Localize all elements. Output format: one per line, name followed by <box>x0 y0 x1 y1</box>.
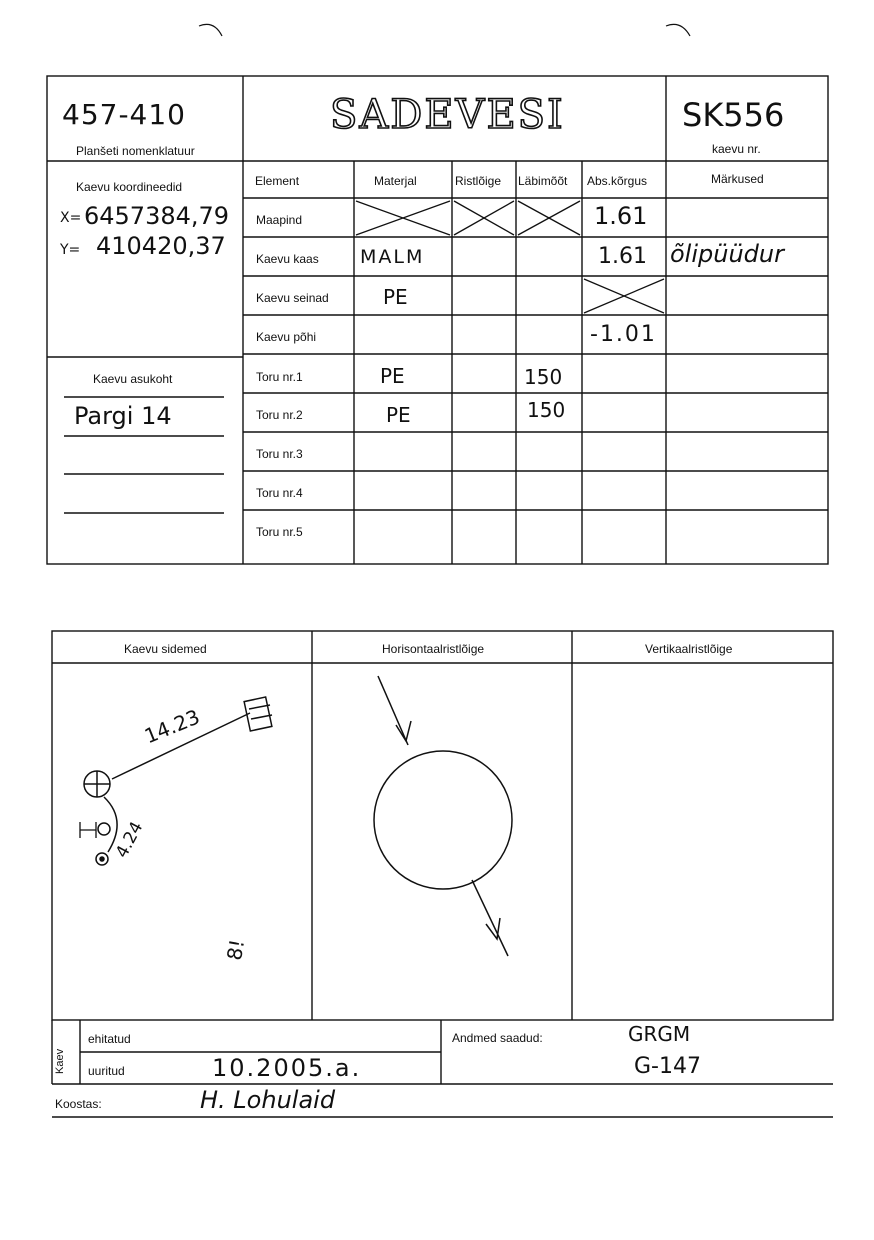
coordinates-label: Kaevu koordineedid <box>76 180 183 194</box>
x-prefix: X= <box>60 210 82 226</box>
row-element: Maapind <box>256 213 303 227</box>
col-material: Materjal <box>374 174 417 188</box>
sketch-note: 8! <box>222 937 250 963</box>
row-element: Toru nr.1 <box>256 370 303 384</box>
y-coordinate-value: 410420,37 <box>96 232 226 260</box>
data-from-value: GRGM <box>628 1022 691 1046</box>
distance-label: 4.24 <box>112 818 148 862</box>
diameter-cell: 150 <box>524 365 563 389</box>
surveyed-label: uuritud <box>88 1064 125 1078</box>
abs-height-cell: -1.01 <box>590 322 657 347</box>
surveyed-value: 10.2005.a. <box>212 1054 362 1082</box>
well-number-value: SK556 <box>682 96 785 134</box>
location-value: Pargi 14 <box>74 402 172 430</box>
row-element: Toru nr.3 <box>256 447 303 461</box>
vertical-section-title: Vertikaalristlõige <box>645 642 733 656</box>
plansheet-value: 457-410 <box>62 98 186 131</box>
material-cell: PE <box>383 285 408 309</box>
horizontal-section-title: Horisontaalristlõige <box>382 642 485 656</box>
row-element: Toru nr.2 <box>256 408 303 422</box>
row-element: Kaevu kaas <box>256 252 319 266</box>
col-element: Element <box>255 174 300 188</box>
row-element: Toru nr.4 <box>256 486 303 500</box>
row-element: Kaevu põhi <box>256 330 317 344</box>
page-title: SADEVESI <box>330 92 565 138</box>
abs-height-cell: 1.61 <box>598 244 647 269</box>
location-label: Kaevu asukoht <box>93 372 173 386</box>
data-from-value: G-147 <box>634 1054 701 1079</box>
well-number-label: kaevu nr. <box>712 142 761 156</box>
well-vertical-label: Kaev <box>54 1048 66 1074</box>
col-diameter: Läbimõõt <box>518 174 568 188</box>
row-element: Kaevu seinad <box>256 291 329 305</box>
plansheet-label: Planšeti nomenklatuur <box>76 144 195 158</box>
compiled-label: Koostas: <box>55 1097 102 1111</box>
connections-title: Kaevu sidemed <box>124 642 207 656</box>
notes-cell: õlipüüdur <box>670 240 784 268</box>
material-cell: PE <box>380 364 405 388</box>
abs-height-cell: 1.61 <box>594 202 648 230</box>
x-coordinate-value: 6457384,79 <box>84 202 230 230</box>
distance-label: 14.23 <box>141 704 204 749</box>
row-element: Toru nr.5 <box>256 525 303 539</box>
built-label: ehitatud <box>88 1032 131 1046</box>
data-from-label: Andmed saadud: <box>452 1031 543 1045</box>
compiled-value: H. Lohulaid <box>200 1086 336 1114</box>
y-prefix: Y= <box>60 242 81 258</box>
material-cell: PE <box>386 403 411 427</box>
horizontal-section-drawing <box>374 676 512 956</box>
material-cell: MALM <box>360 246 425 268</box>
col-notes: Märkused <box>711 172 764 186</box>
diameter-cell: 150 <box>527 398 566 422</box>
col-abs-height: Abs.kõrgus <box>587 174 648 188</box>
col-cross-section: Ristlõige <box>455 174 502 188</box>
